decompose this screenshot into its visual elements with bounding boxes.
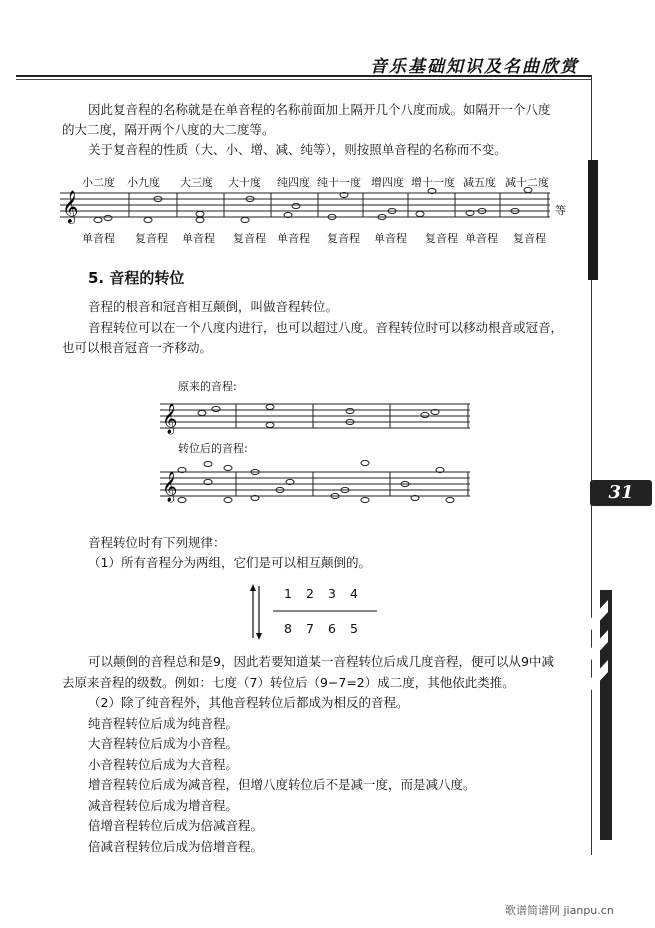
interval-bottom-label: 复音程 [233, 232, 266, 245]
table-cell: 5 [350, 621, 358, 636]
decorative-stripes [580, 590, 640, 840]
page-number-tab: 31 [590, 480, 652, 506]
end-sign: 等 [555, 204, 566, 217]
paragraph: 倍增音程转位后成为倍减音程。 [88, 818, 264, 833]
interval-bottom-label: 复音程 [327, 232, 360, 245]
paragraph: 可以颠倒的音程总和是9，因此若要知道某一音程转位后成几度音程，便可以从9中减 [88, 654, 554, 669]
interval-staff [60, 185, 560, 230]
table-cell: 7 [306, 621, 314, 636]
table-cell: 4 [350, 586, 358, 601]
paragraph: （2）除了纯音程外，其他音程转位后都成为相反的音程。 [88, 695, 409, 710]
interval-bottom-label: 单音程 [374, 232, 407, 245]
interval-bottom-label: 复音程 [513, 232, 546, 245]
paragraph: 倍减音程转位后成为倍增音程。 [88, 838, 264, 854]
original-staff [160, 398, 475, 438]
treble-clef-icon: 𝄞 [162, 472, 178, 502]
interval-top-label: 减十二度 [505, 176, 549, 189]
header-rule [16, 75, 591, 77]
interval-top-label: 增十一度 [411, 176, 455, 189]
paragraph: （1）所有音程分为两组，它们是可以相互颠倒的。 [88, 555, 371, 570]
table-cell: 8 [284, 621, 292, 636]
interval-top-label: 纯四度 [277, 176, 310, 189]
paragraph: 纯音程转位后成为纯音程。 [88, 715, 239, 731]
interval-top-label: 减五度 [463, 176, 496, 189]
interval-bottom-label: 单音程 [182, 232, 215, 245]
paragraph: 增音程转位后成为减音程，但增八度转位后不是减一度，而是减八度。 [88, 777, 476, 792]
interval-bottom-label: 单音程 [82, 232, 115, 245]
table-cell: 1 [284, 586, 292, 601]
interval-bottom-label: 单音程 [277, 232, 310, 245]
interval-bottom-label: 复音程 [425, 232, 458, 245]
inverted-label: 转位后的音程: [178, 442, 248, 455]
paragraph: 去原来音程的级数。例如：七度（7）转位后（9−7=2）成二度，其他依此类推。 [62, 674, 515, 690]
interval-top-label: 小二度 [82, 176, 115, 189]
watermark: 歌谱简谱网 jianpu.cn [505, 904, 614, 917]
paragraph: 音程转位时有下列规律： [88, 535, 226, 550]
interval-bottom-label: 复音程 [135, 232, 168, 245]
running-header-title: 音乐基础知识及名曲欣赏 [370, 57, 579, 77]
staff-lines [60, 193, 550, 217]
paragraph: 减音程转位后成为增音程。 [88, 797, 239, 813]
paragraph: 也可以根音冠音一齐移动。 [62, 340, 213, 355]
inversion-arrows [245, 582, 385, 642]
paragraph: 的大二度，隔开两个八度的大二度等。 [62, 122, 275, 137]
interval-bottom-label: 单音程 [465, 232, 498, 245]
section-heading: 5. 音程的转位 [88, 269, 185, 287]
header-rule-thin [16, 79, 591, 80]
interval-top-label: 大十度 [228, 176, 261, 189]
paragraph: 大音程转位后成为小音程。 [88, 736, 239, 751]
interval-top-label: 纯十一度 [317, 176, 361, 189]
paragraph: 小音程转位后成为大音程。 [88, 756, 239, 772]
treble-clef-icon: 𝄞 [62, 190, 79, 223]
table-cell: 3 [328, 586, 336, 601]
interval-top-label: 大三度 [180, 176, 213, 189]
interval-top-label: 增四度 [371, 176, 404, 189]
margin-bar [588, 160, 598, 280]
paragraph: 音程转位可以在一个八度内进行，也可以超过八度。音程转位时可以移动根音或冠音， [88, 320, 564, 335]
paragraph: 关于复音程的性质（大、小、增、减、纯等），则按照单音程的名称而不变。 [88, 142, 507, 157]
table-cell: 6 [328, 621, 336, 636]
paragraph: 因此复音程的名称就是在单音程的名称前面加上隔开几个八度而成。如隔开一个八度 [88, 102, 551, 117]
interval-top-label: 小九度 [127, 176, 160, 189]
inverted-staff [160, 460, 475, 505]
paragraph: 音程的根音和冠音相互颠倒，叫做音程转位。 [88, 299, 339, 314]
table-cell: 2 [306, 586, 314, 601]
treble-clef-icon: 𝄞 [162, 404, 178, 434]
original-label: 原来的音程: [178, 380, 237, 393]
